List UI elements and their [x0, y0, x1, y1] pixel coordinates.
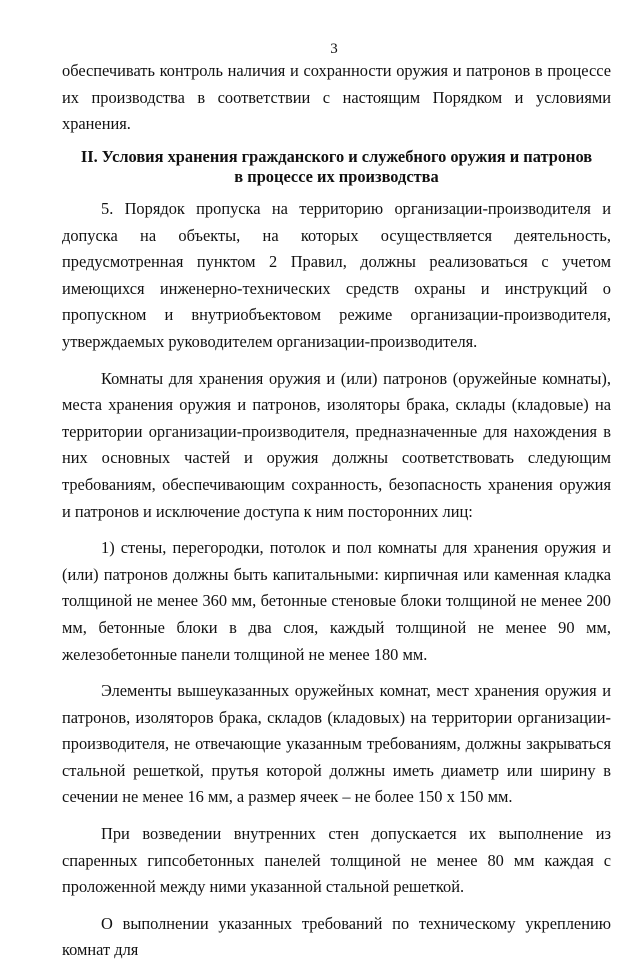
section-heading	[62, 147, 611, 187]
paragraph-walls-requirements: 1) стены, перегородки, потолок и пол комнаты для хранения оружия и (или) патронов должны быть капитальными: кирпичная или каменная кладка толщиной не менее 360 мм, бетонные стеновые блоки толщиной не менее 200 мм, бетонные блоки в два слоя, каждый толщиной не менее 90 мм, железобетонные панели толщиной не менее 180 мм.	[62, 538, 611, 664]
body-text	[62, 196, 611, 964]
section-heading-line-1: II. Условия хранения гражданского и служебного оружия и патронов	[80, 147, 593, 166]
paragraph-5-access-order: 5. Порядок пропуска на территорию организации-производителя и допуска на объекты, на которых осуществляется деятельность, предусмотренная пунктом 2 Правил, должны реализоваться с учетом имеющихся инженерно-технических средств охраны и инструкций о пропускном и внутриобъектовом режиме организации-производителя, утверждаемых руководителем организации-производителя.	[62, 199, 611, 351]
intro-paragraph: обеспечивать контроль наличия и сохранности оружия и патронов в процессе их производства в соответствии с настоящим Порядком и условиями хранения.	[62, 61, 611, 134]
paragraph-internal-walls: При возведении внутренних стен допускается их выполнение из спаренных гипсобетонных панелей толщиной не менее 80 мм каждая с проложенной между ними указанной стальной решеткой.	[62, 824, 611, 897]
section-heading-line-2: в процессе их производства	[234, 167, 439, 186]
paragraph-technical-strengthening: О выполнении указанных требований по техническому укреплению комнат для	[62, 913, 611, 960]
paragraph-storage-rooms: Комнаты для хранения оружия и (или) патронов (оружейные комнаты), места хранения оружия и патронов, изоляторы брака, склады (кладовые) на территории организации-производителя, предназначенные для нахождения в них основных частей и оружия должны соответствовать следующим требованиям, обеспечивающим сохранность, безопасность хранения оружия и патронов и исключение доступа к ним посторонних лиц:	[62, 368, 611, 521]
paragraph-steel-grating: Элементы вышеуказанных оружейных комнат, мест хранения оружия и патронов, изоляторов брака, складов (кладовых) на территории организации-производителя, не отвечающие указанным требованиям, должны закрываться стальной решеткой, прутья которой должны иметь диаметр или ширину в сечении не менее 16 мм, а размер ячеек – не более 150 х 150 мм.	[62, 681, 611, 807]
page-number: 3	[330, 41, 338, 57]
intro-paragraph-block	[62, 58, 611, 138]
